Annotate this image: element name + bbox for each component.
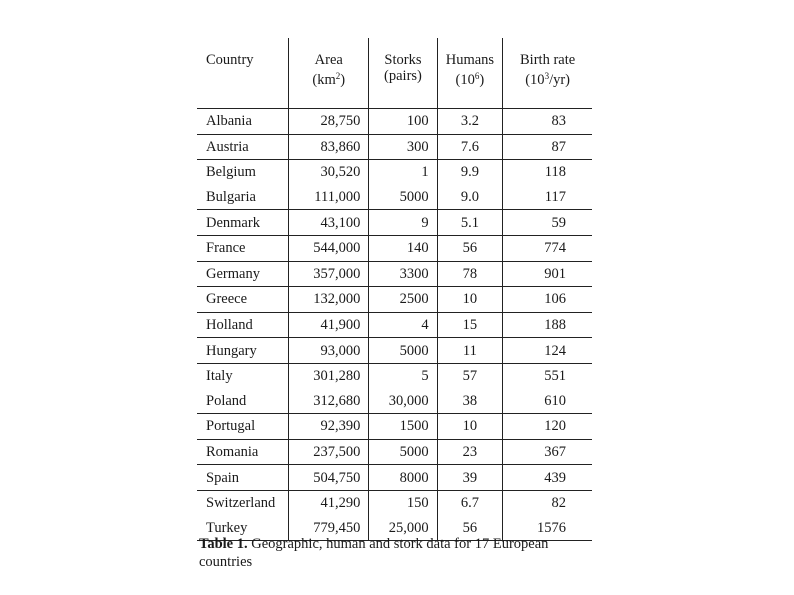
cell-country: Spain: [197, 465, 289, 491]
cell-storks: 5000: [369, 338, 437, 364]
cell-humans: 57: [437, 363, 503, 388]
cell-country: Bulgaria: [206, 189, 256, 206]
cell-storks: 100: [369, 109, 437, 135]
table-row: [197, 312, 592, 338]
table-row: [197, 109, 592, 135]
table-row: [197, 210, 592, 236]
table-row: [197, 287, 592, 313]
cell-area: 504,750: [289, 465, 369, 491]
cell-birth: 551: [503, 363, 592, 388]
cell-country: Denmark: [197, 210, 289, 236]
cell-storks: 8000: [369, 465, 437, 491]
table-caption: [199, 535, 599, 571]
cell-area: 41,900: [289, 312, 369, 338]
cell-area: 544,000: [289, 235, 369, 261]
table-row: [197, 338, 592, 364]
cell-humans: 5.1: [437, 210, 503, 236]
cell-area: 43,100: [289, 210, 369, 236]
cell-country: Belgium: [197, 160, 289, 185]
table-row: [197, 185, 592, 210]
cell-storks: 140: [369, 235, 437, 261]
table-row: [197, 160, 592, 185]
cell-storks: 5000: [369, 439, 437, 465]
cell-storks: 9: [369, 210, 437, 236]
cell-birth: 118: [503, 160, 592, 185]
stork-data-table-wrapper: [197, 38, 592, 541]
cell-storks: 300: [369, 134, 437, 160]
cell-birth: 1576: [503, 516, 592, 541]
header-birth-rate: Birth rate $(10^3/yr)$: [503, 38, 592, 109]
table-row: [197, 439, 592, 465]
table-row: [197, 261, 592, 287]
header-humans: Humans $(10^6)$: [437, 38, 503, 109]
cell-birth: 124: [503, 338, 592, 364]
cell-humans: 9.9: [437, 160, 503, 185]
cell-country: Albania: [206, 113, 252, 130]
cell-area: 83,860: [289, 134, 369, 160]
cell-storks: 4: [369, 312, 437, 338]
cell-storks: 30,000: [369, 389, 437, 414]
cell-birth: 188: [503, 312, 592, 338]
cell-birth: 106: [503, 287, 592, 313]
table-row: [197, 414, 592, 440]
cell-humans: 7.6: [437, 134, 503, 160]
cell-humans: 23: [437, 439, 503, 465]
cell-birth: 120: [503, 414, 592, 440]
cell-birth: 117: [503, 185, 592, 210]
cell-humans: 10: [437, 287, 503, 313]
cell-birth: 901: [503, 261, 592, 287]
cell-humans: 6.7: [437, 490, 503, 515]
cell-humans: 10: [437, 414, 503, 440]
cell-birth: 87: [503, 134, 592, 160]
cell-country: Romania: [197, 439, 289, 465]
cell-area: 41,290: [289, 490, 369, 515]
cell-storks: 5: [369, 363, 437, 388]
cell-humans: 56: [437, 235, 503, 261]
cell-country: Switzerland: [197, 490, 289, 515]
cell-birth: 82: [503, 490, 592, 515]
table-row: [197, 465, 592, 491]
cell-birth: 439: [503, 465, 592, 491]
cell-storks: 1: [369, 160, 437, 185]
cell-storks: 2500: [369, 287, 437, 313]
cell-humans: 38: [437, 389, 503, 414]
cell-country: France: [197, 235, 289, 261]
cell-country: Austria: [197, 134, 289, 160]
header-area: Area $(km^2)$: [289, 38, 369, 109]
cell-country: Poland: [206, 392, 247, 409]
cell-area: 111,000: [289, 185, 369, 210]
caption-label: Table 1.: [199, 536, 248, 552]
cell-area: 93,000: [289, 338, 369, 364]
cell-area: 30,520: [289, 160, 369, 185]
cell-area: 357,000: [289, 261, 369, 287]
cell-birth: 610: [503, 389, 592, 414]
cell-storks: 150: [369, 490, 437, 515]
cell-area: 237,500: [289, 439, 369, 465]
cell-birth: 59: [503, 210, 592, 236]
table-row: [197, 363, 592, 388]
table-body: [197, 109, 592, 541]
cell-country: Holland: [197, 312, 289, 338]
table-header-row: [197, 38, 592, 109]
stork-data-table: [197, 38, 592, 541]
caption-text: Geographic, human and stork data for 17 European countries: [199, 536, 549, 570]
cell-humans: 3.2: [437, 109, 503, 135]
cell-area: 779,450: [289, 516, 369, 541]
cell-storks: 5000: [369, 185, 437, 210]
cell-area: 301,280: [289, 363, 369, 388]
cell-humans: 11: [437, 338, 503, 364]
cell-country: Hungary: [197, 338, 289, 364]
table-row: [197, 235, 592, 261]
header-country: Country: [197, 38, 289, 109]
cell-birth: 83: [503, 109, 592, 135]
cell-humans: 39: [437, 465, 503, 491]
cell-humans: 56: [437, 516, 503, 541]
cell-country: Germany: [197, 261, 289, 287]
cell-birth: 774: [503, 235, 592, 261]
cell-storks: 1500: [369, 414, 437, 440]
table-row: [197, 490, 592, 515]
cell-country: Portugal: [197, 414, 289, 440]
header-storks: Storks (pairs): [369, 38, 437, 109]
cell-birth: 367: [503, 439, 592, 465]
cell-area: 132,000: [289, 287, 369, 313]
table-row: [197, 134, 592, 160]
cell-area: 92,390: [289, 414, 369, 440]
cell-country: Italy: [197, 363, 289, 388]
cell-area: 28,750: [289, 109, 369, 135]
cell-humans: 9.0: [437, 185, 503, 210]
cell-humans: 15: [437, 312, 503, 338]
cell-storks: 25,000: [369, 516, 437, 541]
cell-country: Greece: [197, 287, 289, 313]
cell-area: 312,680: [289, 389, 369, 414]
cell-country: Turkey: [197, 516, 289, 541]
table-row: [197, 389, 592, 414]
cell-storks: 3300: [369, 261, 437, 287]
cell-humans: 78: [437, 261, 503, 287]
